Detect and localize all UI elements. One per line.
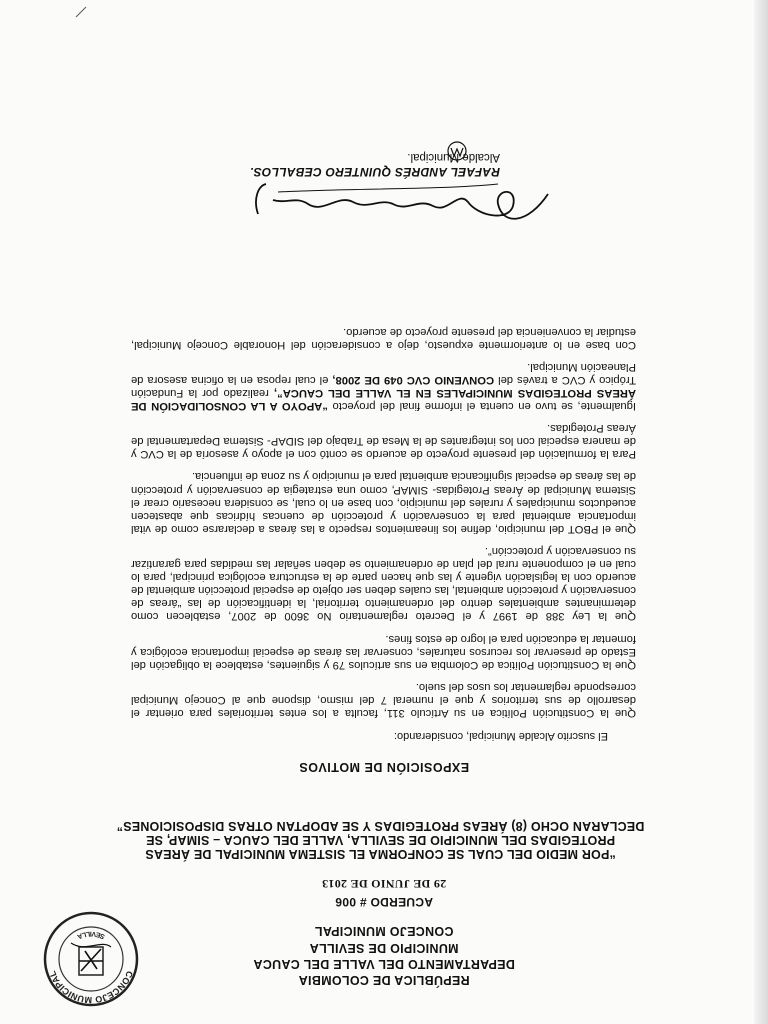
convenio-reference: CONVENIO CVC 049 DE 2008, xyxy=(332,373,495,386)
project-name: “APOYO A LA CONSOLIDACIÓN DE ÁREAS PROTEGIDAS MUNICIPALES EN EL VALLE DEL CAUCA”, xyxy=(131,387,636,413)
paragraph-5: Para la formulación del presente proyecto de acuerdo se contó con el apoyo y asesoría de la CVC y de manera especial con los integrantes de la Mesa de Trabajo del SIDAP- Sistema Departamental de Áreas Protegidas. xyxy=(131,422,636,461)
signer-name: RAFAEL ANDRÉS QUINTERO CEBALLOS. xyxy=(249,165,500,179)
svg-text:CONCEJO MUNICIPAL: CONCEJO MUNICIPAL xyxy=(47,969,135,1006)
acuerdo-number: ACUERDO # 006 xyxy=(335,895,433,909)
svg-text:SEVILLA: SEVILLA xyxy=(75,929,107,940)
header-municipio: MUNICIPIO DE SEVILLA xyxy=(309,941,459,955)
header-republica: REPÚBLICA DE COLOMBIA xyxy=(298,973,470,987)
paragraph-3: Que la Ley 388 de 1997 y el Decreto reglamentario No 3600 de 2007, establecen como determinantes ambientales dentro del ordenamiento territorial, la identificación de las “áreas de conservación y protección ambiental, las cuales deben ser objeto de especial protección ambiental de acuerdo con la legislación vigente y las que hacen parte de la estructura ecológica principal, para lo cual en el componente rural del plan de ordenamiento se deben señalar las medidas para garantizar su conservación y protección”. xyxy=(131,544,636,623)
header-concejo: CONCEJO MUNICIPAL xyxy=(314,924,454,938)
body-text xyxy=(131,316,636,719)
paragraph-6-start: Igualmente, se tuvo en cuenta el informe final del proyecto xyxy=(332,400,636,413)
intro-line: El suscrito Alcalde Municipal, considerando: xyxy=(393,730,608,742)
initials-mark xyxy=(446,140,468,162)
section-heading: EXPOSICIÓN DE MOTIVOS xyxy=(298,760,470,774)
paragraph-6-end: el cual reposa en la oficina asesora de Planeación Municipal. xyxy=(130,360,636,386)
paragraph-4: Que el PBOT del municipio, define los lineamientos respecto a las áreas a declararse como de vital importancia ambiental para la conservación y protección de cuencas hídricas que abastecen acueductos municipales y rurales del municipio, con base en lo cual, se considera necesario crear el Sistema Municipal de Áreas Protegidas- SIMAP, como una estrategia de conservación y protección de las áreas de especial significancia ambiental para el municipio y su zona de influencia. xyxy=(131,470,636,535)
acuerdo-date: 29 DE JUNIO DE 2013 xyxy=(321,877,447,891)
paragraph-2: Que la Constitución Política de Colombia en sus artículos 79 y siguientes, establece la obligación del Estado de preservar los recursos naturales, conservar las áreas de especial importancia ecológica y fomentar la educación para el logro de estos fines. xyxy=(131,632,636,671)
paragraph-7: Con base en lo anteriormente expuesto, dejo a consideración del Honorable Concejo Municipal, estudiar la conveniencia del presente proyecto de acuerdo. xyxy=(131,325,636,351)
handwritten-signature xyxy=(218,174,558,234)
header-departamento: DEPARTAMENTO DEL VALLE DEL CAUCA xyxy=(253,957,515,971)
acuerdo-title: “POR MEDIO DEL CUAL SE CONFORMA EL SISTEMA MUNICIPAL DE ÁREAS PROTEGIDAS DEL MUNICIPIO DE SEVILLA, VALLE DEL CAUCA – SIMAP, SE DECLARAN OCHO (8) ÁREAS PROTEGIDAS Y SE ADOPTAN OTRAS DISPOSICIONES” xyxy=(116,819,645,861)
paragraph-6 xyxy=(131,360,636,412)
paragraph-1: Que la Constitución Política en su Artículo 311, faculta a los entes territoriales para orientar el desarrollo de sus territorios y que el numeral 7 del mismo, dispone que al Concejo Municipal corresponde reglamentar los usos del suelo. xyxy=(131,680,636,719)
scan-edge-shadow xyxy=(754,0,768,1024)
paragraph-6-mid: realizado por la Fundación Trópico y CVC a través del xyxy=(131,373,636,400)
signer-role: Alcalde Municipal. xyxy=(407,151,500,163)
scan-mark xyxy=(74,5,88,19)
